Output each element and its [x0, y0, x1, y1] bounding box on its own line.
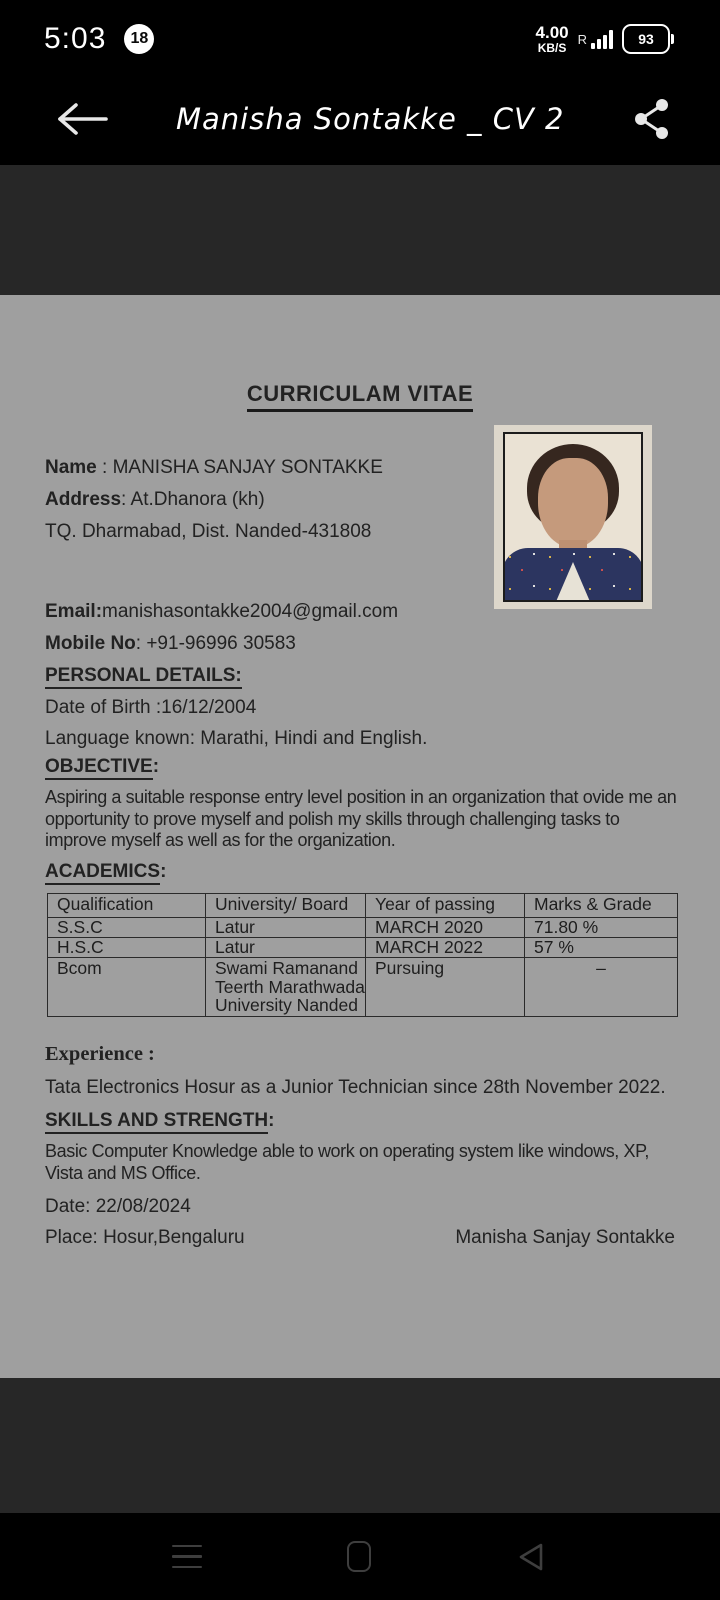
doc-title-row: [0, 381, 720, 412]
android-nav-bar: [0, 1513, 720, 1600]
nav-home-button[interactable]: [329, 1513, 389, 1600]
footer-row: [45, 1226, 675, 1249]
app-header: [0, 68, 720, 170]
experience-text: Tata Electronics Hosur as a Junior Technician since 28th November 2022.: [45, 1077, 666, 1098]
objective-text: Aspiring a suitable response entry level position in an organization that ovide me an opportunity to prove myself and polish my skills through challenging tasks to improve myself as well as for the organization.: [45, 787, 677, 850]
mobile-line: [45, 632, 296, 655]
address-line2: TQ. Dharmabad, Dist. Nanded-431808: [45, 521, 372, 542]
table-cell: 71.80 %: [525, 918, 678, 938]
table-row: [48, 918, 678, 938]
share-button[interactable]: [630, 97, 674, 141]
email-value: manishasontakke2004@gmail.com: [102, 601, 399, 622]
dob-line: Date of Birth :16/12/2004: [45, 697, 257, 718]
col-header: Year of passing: [366, 894, 525, 918]
mobile-value: : +91-96996 30583: [135, 633, 296, 654]
date-line: Date: 22/08/2024: [45, 1196, 191, 1217]
status-time: 5:03: [44, 22, 107, 55]
doc-title: CURRICULAM VITAE: [247, 381, 473, 412]
address-label: Address: [45, 489, 122, 510]
col-header: Marks & Grade: [525, 894, 678, 918]
name-label: Name: [45, 457, 97, 478]
cv-document-page[interactable]: [0, 295, 720, 1378]
notification-badge: 18: [124, 24, 154, 54]
table-cell: MARCH 2020: [366, 918, 525, 938]
status-bar: [0, 0, 720, 68]
personal-details-heading: PERSONAL DETAILS:: [45, 664, 242, 687]
network-type-indicator: R: [577, 31, 587, 47]
battery-percent: 93: [622, 24, 670, 54]
address-value: : At.Dhanora (kh): [121, 489, 265, 510]
languages-line: Language known: Marathi, Hindi and English.: [45, 728, 428, 749]
table-row: [48, 958, 678, 1017]
name-value: : MANISHA SANJAY SONTAKKE: [96, 457, 383, 478]
email-label: Email:: [45, 601, 103, 622]
objective-heading: OBJECTIVE:: [45, 755, 159, 778]
email-line: [45, 600, 398, 623]
col-header: Qualification: [48, 894, 206, 918]
skills-heading: SKILLS AND STRENGTH:: [45, 1109, 274, 1132]
col-header: University/ Board: [206, 894, 366, 918]
table-header-row: [48, 894, 678, 918]
home-icon: [347, 1541, 371, 1572]
document-title-header: Manisha Sontakke _ CV 2: [176, 102, 565, 136]
signal-strength-icon: [578, 30, 613, 49]
battery-icon: [622, 24, 674, 54]
table-cell: S.S.C: [48, 918, 206, 938]
nav-back-icon: [517, 1541, 545, 1573]
table-cell: –: [525, 958, 678, 1017]
network-speed-unit: KB/S: [537, 40, 567, 55]
table-cell: Bcom: [48, 958, 206, 1017]
nav-menu-button[interactable]: [157, 1513, 217, 1600]
mobile-label: Mobile No: [45, 633, 136, 654]
signature-name: Manisha Sanjay Sontakke: [455, 1227, 675, 1248]
back-arrow-icon: [56, 102, 108, 136]
table-cell: 57 %: [525, 938, 678, 958]
network-speed-value: 4.00: [535, 22, 569, 42]
address-line: [45, 488, 265, 511]
table-cell: Pursuing: [366, 958, 525, 1017]
skills-text: Basic Computer Knowledge able to work on operating system like windows, XP, Vista and MS Office.: [45, 1141, 649, 1183]
experience-heading: Experience :: [45, 1043, 155, 1065]
academics-table: [47, 893, 678, 1017]
academics-heading: ACADEMICS:: [45, 860, 166, 883]
nav-back-button[interactable]: [501, 1513, 561, 1600]
cv-photo-portrait: [503, 432, 643, 602]
status-right-cluster: [536, 24, 674, 54]
share-icon: [632, 97, 672, 141]
signal-bars-icon: [591, 30, 613, 49]
table-cell: Swami Ramanand Teerth Marathwada University Nanded: [206, 958, 366, 1017]
table-cell: H.S.C: [48, 938, 206, 958]
back-button[interactable]: [56, 99, 108, 139]
table-row: [48, 938, 678, 958]
menu-icon: [172, 1545, 202, 1569]
table-cell: MARCH 2022: [366, 938, 525, 958]
top-bar-zone: [0, 0, 720, 165]
cv-photo: [494, 425, 652, 609]
name-line: [45, 456, 383, 479]
table-cell: Latur: [206, 938, 366, 958]
network-speed: [536, 24, 569, 54]
place-line: Place: Hosur,Bengaluru: [45, 1227, 245, 1248]
table-cell: Latur: [206, 918, 366, 938]
